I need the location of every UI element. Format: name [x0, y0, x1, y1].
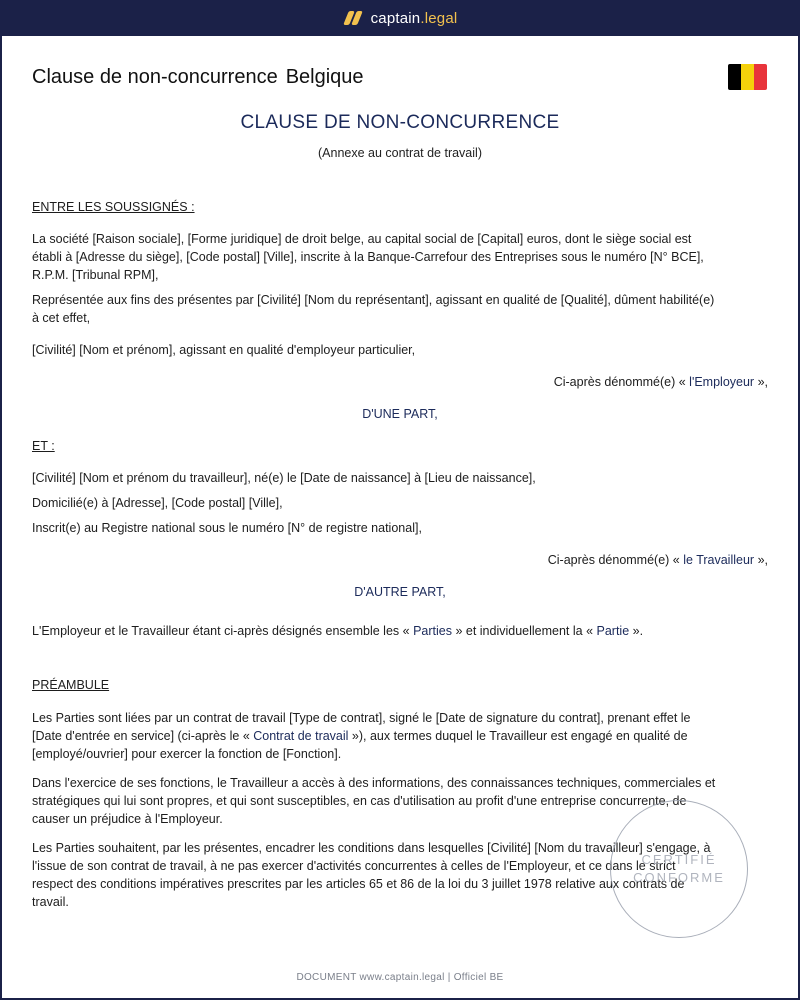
document-page	[2, 36, 798, 998]
representative-paragraph: Représentée aux fins des présentes par [Civilité] [Nom du représentant], agissant en qualité de [Qualité], dûment habilité(e) à cet effet,	[32, 293, 715, 325]
preamble-paragraph-3: Les Parties souhaitent, par les présentes, encadrer les conditions dans lesquelles [Civilité] [Nom du travailleur] s'engage, à l'issue de son contrat de travail, à ne pas exercer d'activités concurrentes à celles de l'Employeur, et ce dans le strict respect des conditions impératives prescrites par les articles 65 et 86 de la loi du 3 juillet 1978 relative aux contrats de travail.	[32, 841, 711, 909]
brand-logo[interactable]	[343, 10, 458, 27]
employer-designation: Ci-après dénommé(e) « l'Employeur »,	[553, 375, 768, 389]
worker-registry: Inscrit(e) au Registre national sous le numéro [N° de registre national],	[32, 521, 422, 535]
stamp-line-2: CONFORME	[633, 870, 725, 885]
and-label: ET :	[32, 439, 55, 453]
worker-designation: Ci-après dénommé(e) « le Travailleur »,	[547, 553, 768, 567]
company-paragraph: La société [Raison sociale], [Forme juridique] de droit belge, au capital social de [Capital] euros, dont le siège social est établi à [Adresse du siège], [Code postal] [Ville], inscrite à la Banque-Carrefour des Entreprises sous le numéro [N° BCE], R.P.M. [Tribunal RPM],	[32, 232, 704, 282]
preamble-paragraph-1: Les Parties sont liées par un contrat de travail [Type de contrat], signé le [Date de signature du contrat], prenant effet le [Date d'entrée en service] (ci-après le « Contrat de travail »), aux termes duquel le Travailleur est engagé en qualité de [employé/ouvrier] pour exercer la fonction de [Fonction].	[32, 711, 691, 761]
certified-stamp	[610, 800, 748, 938]
parties-definition: L'Employeur et le Travailleur étant ci-après désignés ensemble les « Parties » et individuellement la « Partie ».	[32, 624, 644, 638]
preamble-paragraph-2: Dans l'exercice de ses fonctions, le Travailleur a accès à des informations, des connaissances techniques, commerciales et stratégiques qui lui sont propres, et qui sont susceptibles, en cas d'utilisation au profit d'une entreprise concurrente, de causer un préjudice à l'Employeur.	[32, 776, 716, 826]
stamp-line-1: CERTIFIÉ	[641, 852, 717, 867]
document-footer: DOCUMENT www.captain.legal | Officiel BE	[296, 972, 504, 983]
worker-identity: [Civilité] [Nom et prénom du travailleur], né(e) le [Date de naissance] à [Lieu de naissance],	[32, 471, 536, 485]
top-bar	[0, 0, 800, 36]
worker-address: Domicilié(e) à [Adresse], [Code postal] [Ville],	[32, 496, 283, 510]
preamble-title: PRÉAMBULE	[32, 678, 110, 692]
contract-heading: CLAUSE DE NON-CONCURRENCE	[240, 112, 560, 133]
first-party-label: D'UNE PART,	[362, 407, 438, 421]
belgium-flag-icon	[728, 64, 767, 90]
captain-logo-icon	[343, 10, 363, 26]
section-parties-title: ENTRE LES SOUSSIGNÉS :	[32, 200, 195, 214]
contract-subheading: (Annexe au contrat de travail)	[318, 146, 482, 160]
document-title: Clause de non-concurrence Belgique	[32, 66, 364, 88]
brand-name: captain.legal	[370, 9, 458, 27]
private-employer-paragraph: [Civilité] [Nom et prénom], agissant en qualité d'employeur particulier,	[32, 343, 416, 357]
second-party-label: D'AUTRE PART,	[354, 585, 446, 599]
